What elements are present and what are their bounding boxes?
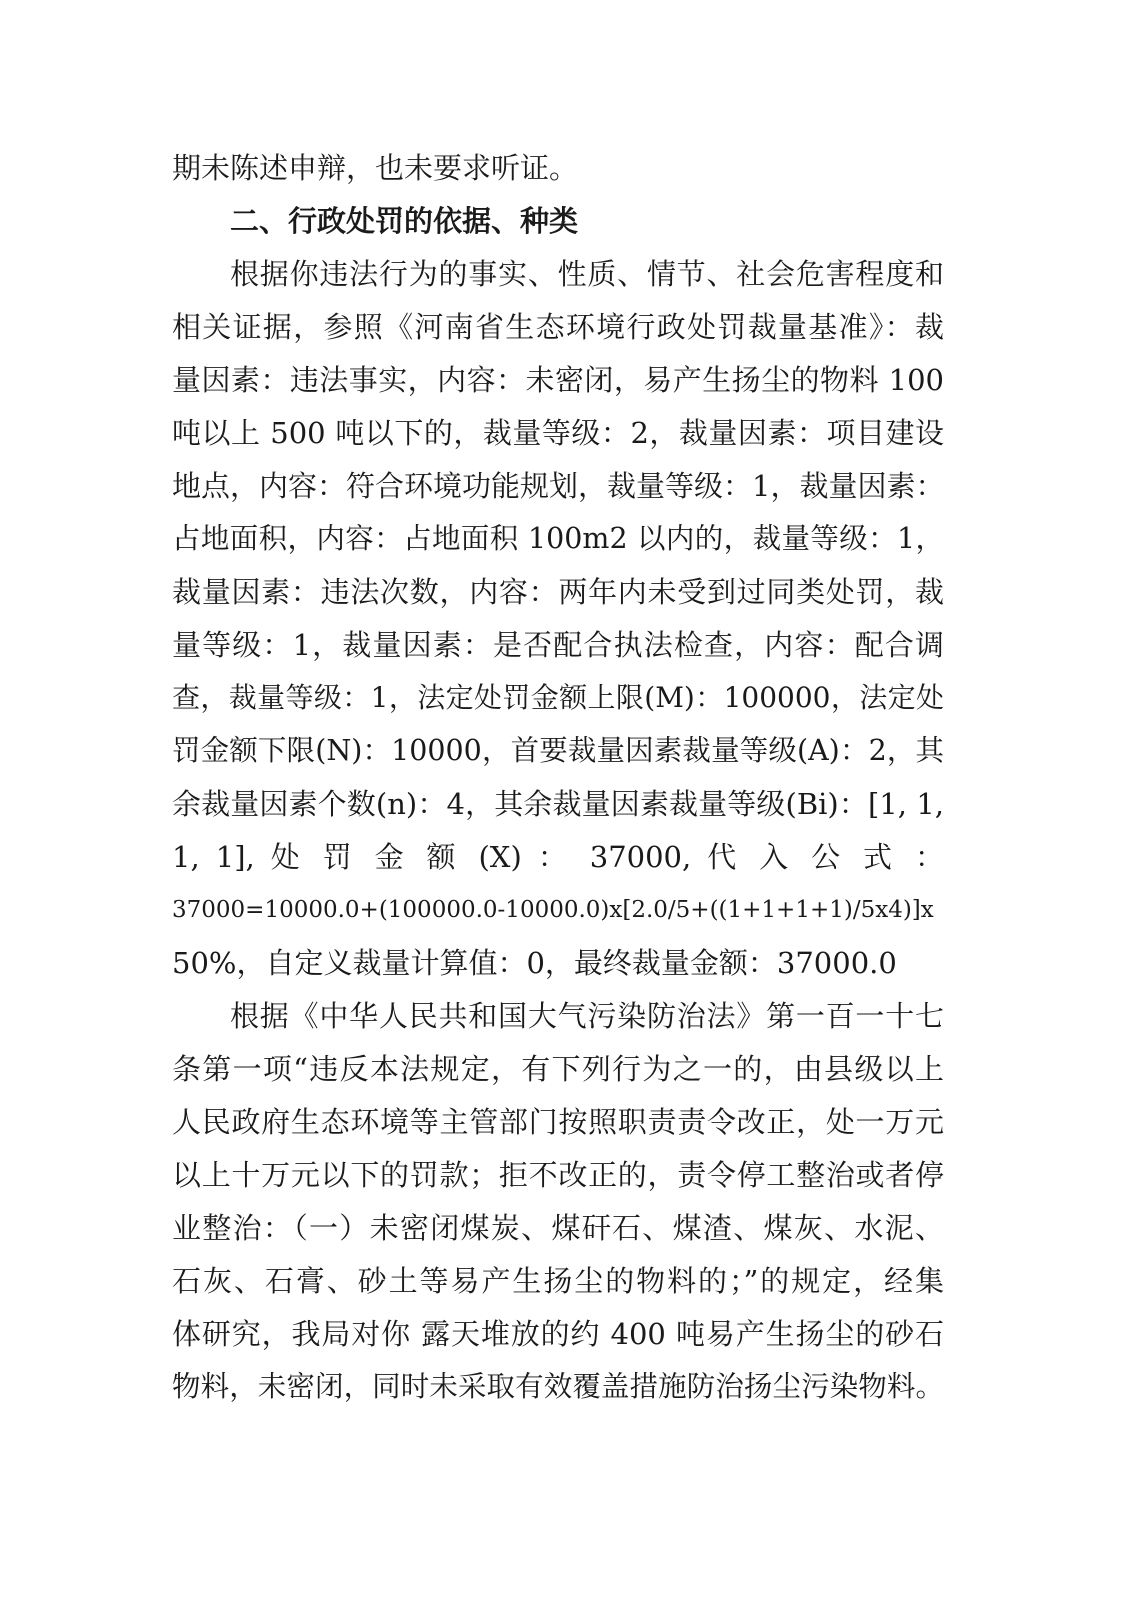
paragraph-line: 查，裁量等级：1，法定处罚金额上限(M)：100000，法定处 bbox=[172, 681, 944, 714]
paragraph-line: 50%，自定义裁量计算值：0，最终裁量金额：37000.0 bbox=[172, 946, 897, 980]
paragraph-line: 1, 1], 处 罚 金 额 (X) ： 37000, 代 入 公 式 ： bbox=[172, 840, 944, 874]
paragraph-line: 地点，内容：符合环境功能规划，裁量等级：1，裁量因素： bbox=[172, 469, 944, 503]
paragraph-line: 相关证据，参照《河南省生态环境行政处罚裁量基准》：裁 bbox=[172, 310, 944, 344]
paragraph-line: 人民政府生态环境等主管部门按照职责责令改正，处一万元 bbox=[172, 1105, 944, 1139]
paragraph-line: 裁量因素：违法次数，内容：两年内未受到过同类处罚，裁 bbox=[172, 575, 944, 609]
paragraph-line: 吨以上 500 吨以下的，裁量等级：2，裁量因素：项目建设 bbox=[172, 416, 944, 450]
paragraph-line: 以上十万元以下的罚款；拒不改正的，责令停工整治或者停 bbox=[172, 1158, 944, 1192]
paragraph-line: 罚金额下限(N)：10000，首要裁量因素裁量等级(A)：2，其 bbox=[172, 734, 944, 767]
paragraph-line: 体研究，我局对你 露天堆放的约 400 吨易产生扬尘的砂石 bbox=[172, 1317, 944, 1351]
section-heading: 二、行政处罚的依据、种类 bbox=[230, 204, 579, 238]
paragraph-line: 占地面积，内容：占地面积 100m2 以内的，裁量等级：1， bbox=[172, 522, 944, 555]
paragraph-line: 期未陈述申辩，也未要求听证。 bbox=[172, 151, 579, 185]
paragraph-line: 物料，未密闭，同时未采取有效覆盖措施防治扬尘污染物料。 bbox=[172, 1370, 944, 1403]
paragraph-line: 余裁量因素个数(n)：4，其余裁量因素裁量等级(Bi)：[1, 1, bbox=[172, 787, 944, 821]
paragraph-line: 石灰、石膏、砂土等易产生扬尘的物料的；”的规定，经集 bbox=[172, 1264, 944, 1298]
paragraph-line: 条第一项“违反本法规定，有下列行为之一的，由县级以上 bbox=[172, 1052, 944, 1086]
paragraph-line: 根据你违法行为的事实、性质、情节、社会危害程度和 bbox=[230, 257, 944, 291]
paragraph-line: 量等级：1，裁量因素：是否配合执法检查，内容：配合调 bbox=[172, 628, 944, 662]
paragraph-line: 业整治：（一）未密闭煤炭、煤矸石、煤渣、煤灰、水泥、 bbox=[172, 1211, 944, 1245]
paragraph-line: 量因素：违法事实，内容：未密闭，易产生扬尘的物料 100 bbox=[172, 363, 944, 397]
formula-line: 37000=10000.0+(100000.0-10000.0)x[2.0/5+((1+1+1+1)/5x4)]x bbox=[172, 897, 934, 923]
paragraph-line: 根据《中华人民共和国大气污染防治法》第一百一十七 bbox=[230, 999, 944, 1033]
